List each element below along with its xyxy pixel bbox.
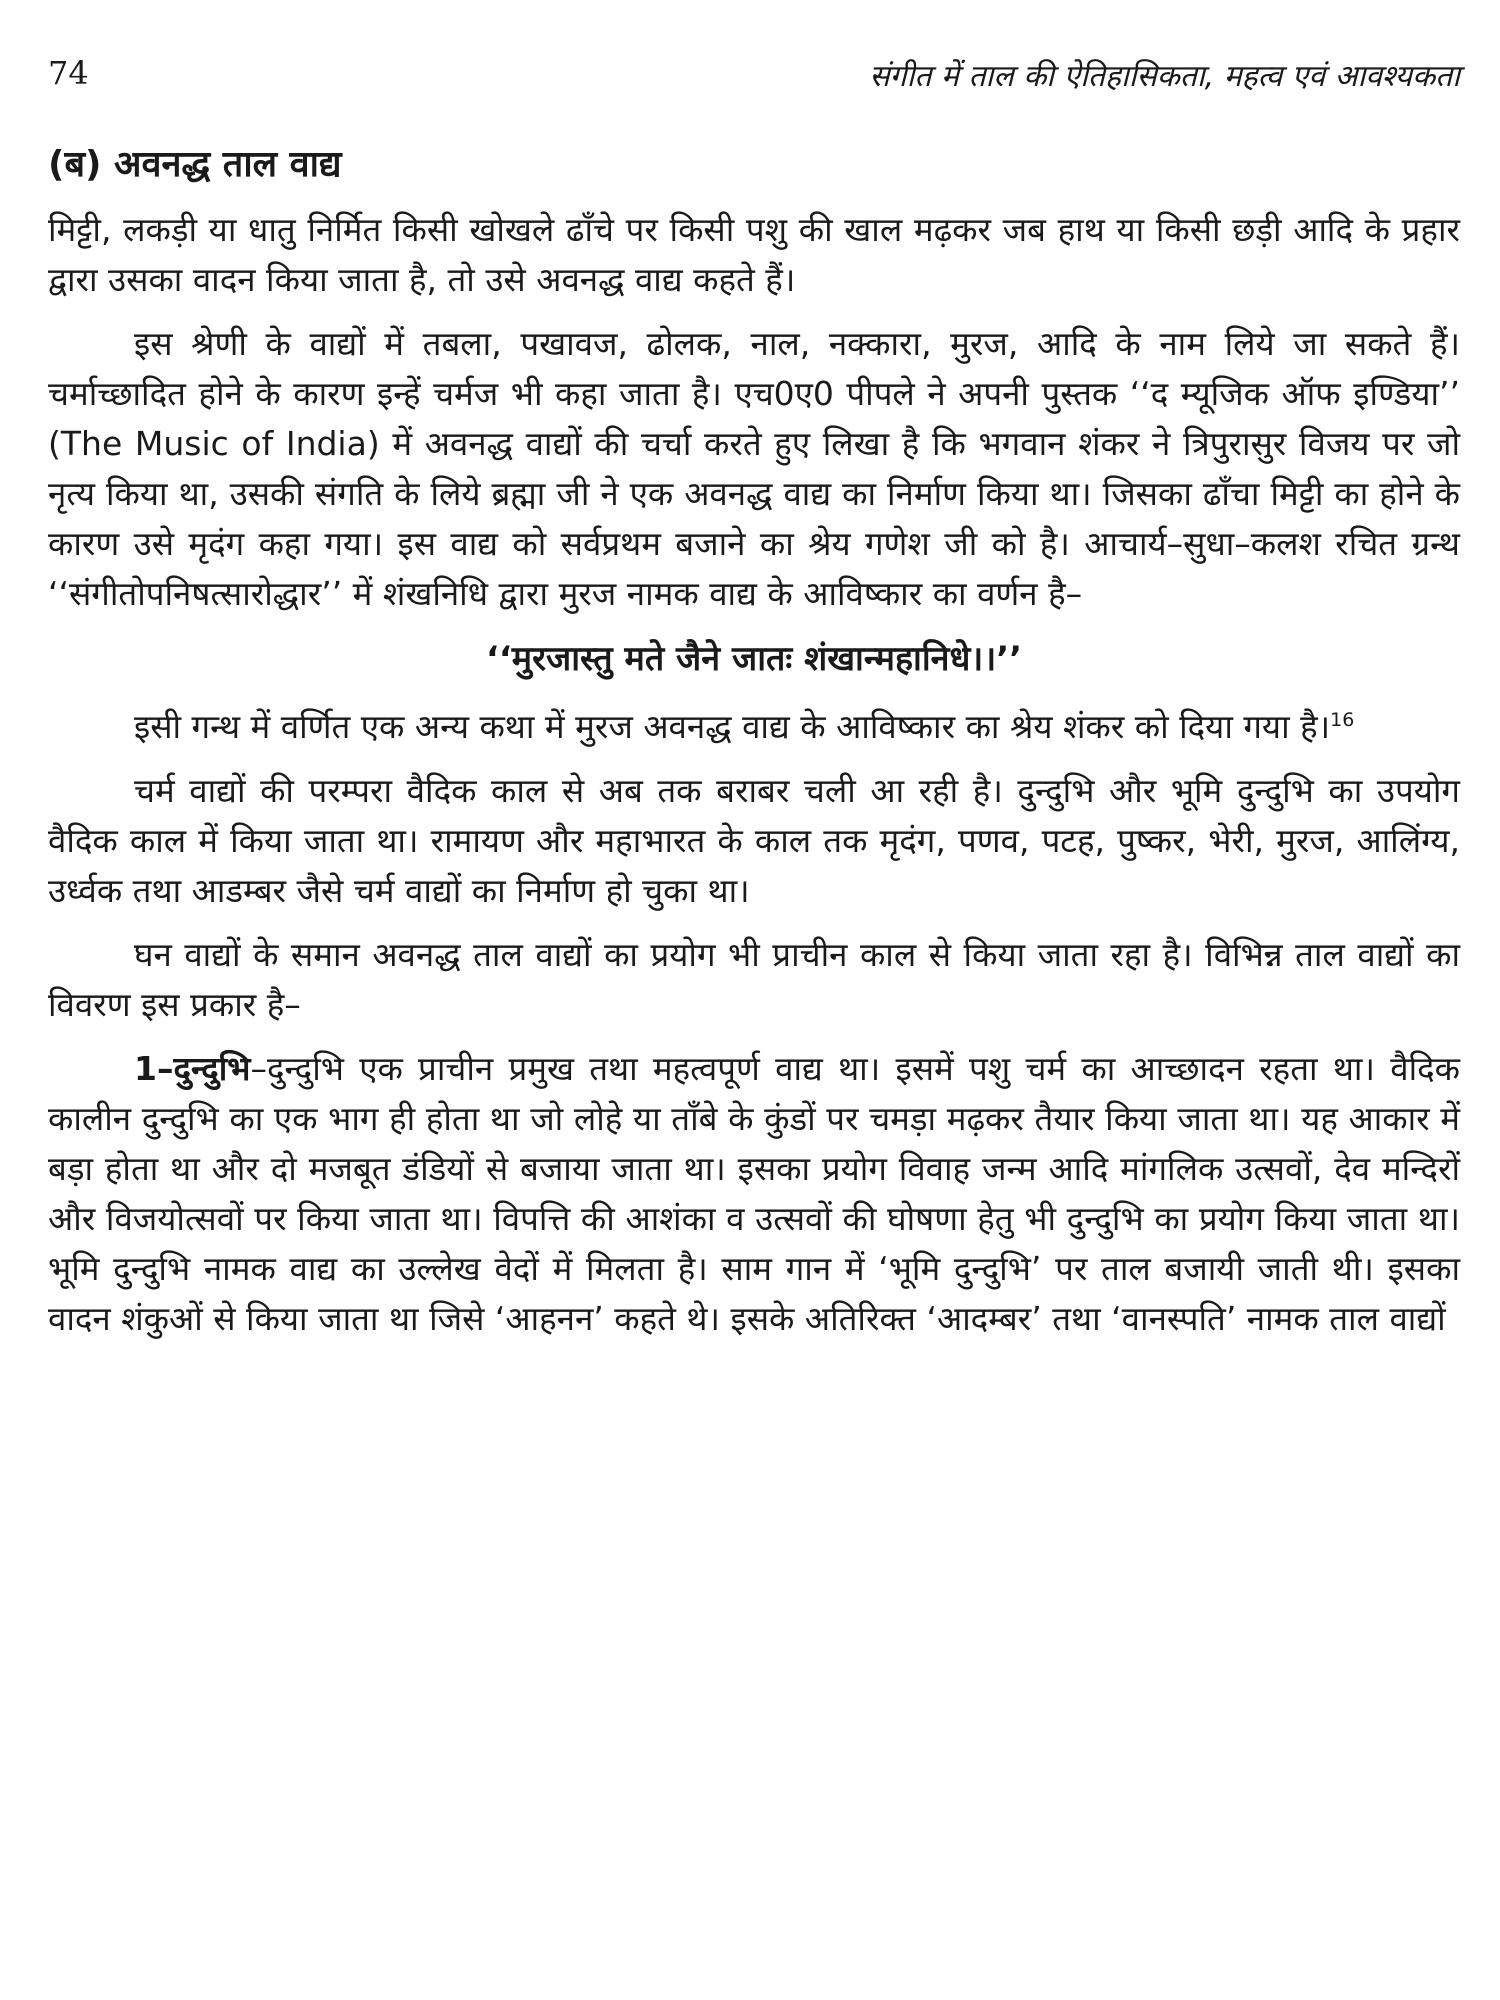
paragraph-murja-text: इसी गन्थ में वर्णित एक अन्य कथा में मुरज अवनद्ध वाद्य के आविष्कार का श्रेय शंकर को दिया गया है।	[134, 706, 1331, 746]
page-number: 74	[48, 54, 89, 92]
paragraph-definition: मिट्टी, लकड़ी या धातु निर्मित किसी खोखले ढाँचे पर किसी पशु की खाल मढ़कर जब हाथ या किसी छड़ी आदि के प्रहार द्वारा उसका वादन किया जाता है, तो उसे अवनद्ध वाद्य कहते हैं।	[48, 209, 1460, 299]
paragraph-tradition: चर्म वाद्यों की परम्परा वैदिक काल से अब तक बराबर चली आ रही है। दुन्दुभि और भूमि दुन्दुभि का उपयोग वैदिक काल में किया जाता था। रामायण और महाभारत के काल तक मृदंग, पणव, पटह, पुष्कर, भेरी, मुरज, आलिंग्य, उर्ध्वक तथा आडम्बर जैसे चर्म वाद्यों का निर्माण हो चुका था।	[48, 770, 1460, 910]
dundubhi-text: –दुन्दुभि एक प्राचीन प्रमुख तथा महत्वपूर्ण वाद्य था। इसमें पशु चर्म का आच्छादन रहता था। वैदिक कालीन दुन्दुभि का एक भाग ही होता था जो लोहे या ताँबे के कुंडों पर चमड़ा मढ़कर तैयार किया जाता था। यह आकार में बड़ा होता था और दो मजबूत डंडियों से बजाया जाता था। इसका प्रयोग विवाह जन्म आदि मांगलिक उत्सवों, देव मन्दिरों और विजयोत्सवों पर किया जाता था। विपत्ति की आशंका व उत्सवों की घोषणा हेतु भी दुन्दुभि का प्रयोग किया जाता था। भूमि दुन्दुभि नामक वाद्य का उल्लेख वेदों में मिलता है। साम गान में ‘भूमि दुन्दुभि’ पर ताल बजायी जाती थी। इसका वादन शंकुओं से किया जाता था जिसे ‘आहनन’ कहते थे। इसके अतिरिक्त ‘आदम्बर’ तथा ‘वानस्पति’ नामक ताल वाद्यों	[48, 1048, 1460, 1338]
section-heading: (ब) अवनद्ध ताल वाद्य	[48, 144, 342, 185]
page-header	[48, 48, 1460, 98]
running-title: संगीत में ताल की ऐतिहासिकता, महत्व एवं आवश्यकता	[869, 59, 1460, 94]
sanskrit-verse: ‘‘मुरजास्तु मते जैने जातः शंखान्महानिधे।।’’	[485, 638, 1023, 679]
paragraph-instruments: इस श्रेणी के वाद्यों में तबला, पखावज, ढोलक, नाल, नक्कारा, मुरज, आदि के नाम लिये जा सकते हैं। चर्माच्छादित होने के कारण इन्हें चर्मज भी कहा जाता है। एच0ए0 पीपले ने अपनी पुस्तक ‘‘द म्यूजिक ऑफ इण्डिया’’ (The Music of India) में अवनद्ध वाद्यों की चर्चा करते हुए लिखा है कि भगवान शंकर ने त्रिपुरासुर विजय पर जो नृत्य किया था, उसकी संगति के लिये ब्रह्मा जी ने एक अवनद्ध वाद्य का निर्माण किया था। जिसका ढाँचा मिट्टी का होने के कारण उसे मृदंग कहा गया। इस वाद्य को सर्वप्रथम बजाने का श्रेय गणेश जी को है। आचार्य–सुधा–कलश रचित ग्रन्थ ‘‘संगीतोपनिषत्सारोद्धार’’ में शंखनिधि द्वारा मुरज नामक वाद्य के आविष्कार का वर्णन है–	[48, 323, 1460, 613]
paragraph-murja-credit	[48, 695, 1460, 752]
paragraph-intro-list: घन वाद्यों के समान अवनद्ध ताल वाद्यों का प्रयोग भी प्राचीन काल से किया जाता रहा है। विभिन्न ताल वाद्यों का विवरण इस प्रकार है–	[48, 934, 1460, 1024]
paragraph-dundubhi	[48, 1044, 1460, 1344]
footnote-marker: 16	[1330, 708, 1355, 731]
book-page	[48, 48, 1460, 1358]
dundubhi-heading: 1–दुन्दुभि	[134, 1048, 251, 1088]
